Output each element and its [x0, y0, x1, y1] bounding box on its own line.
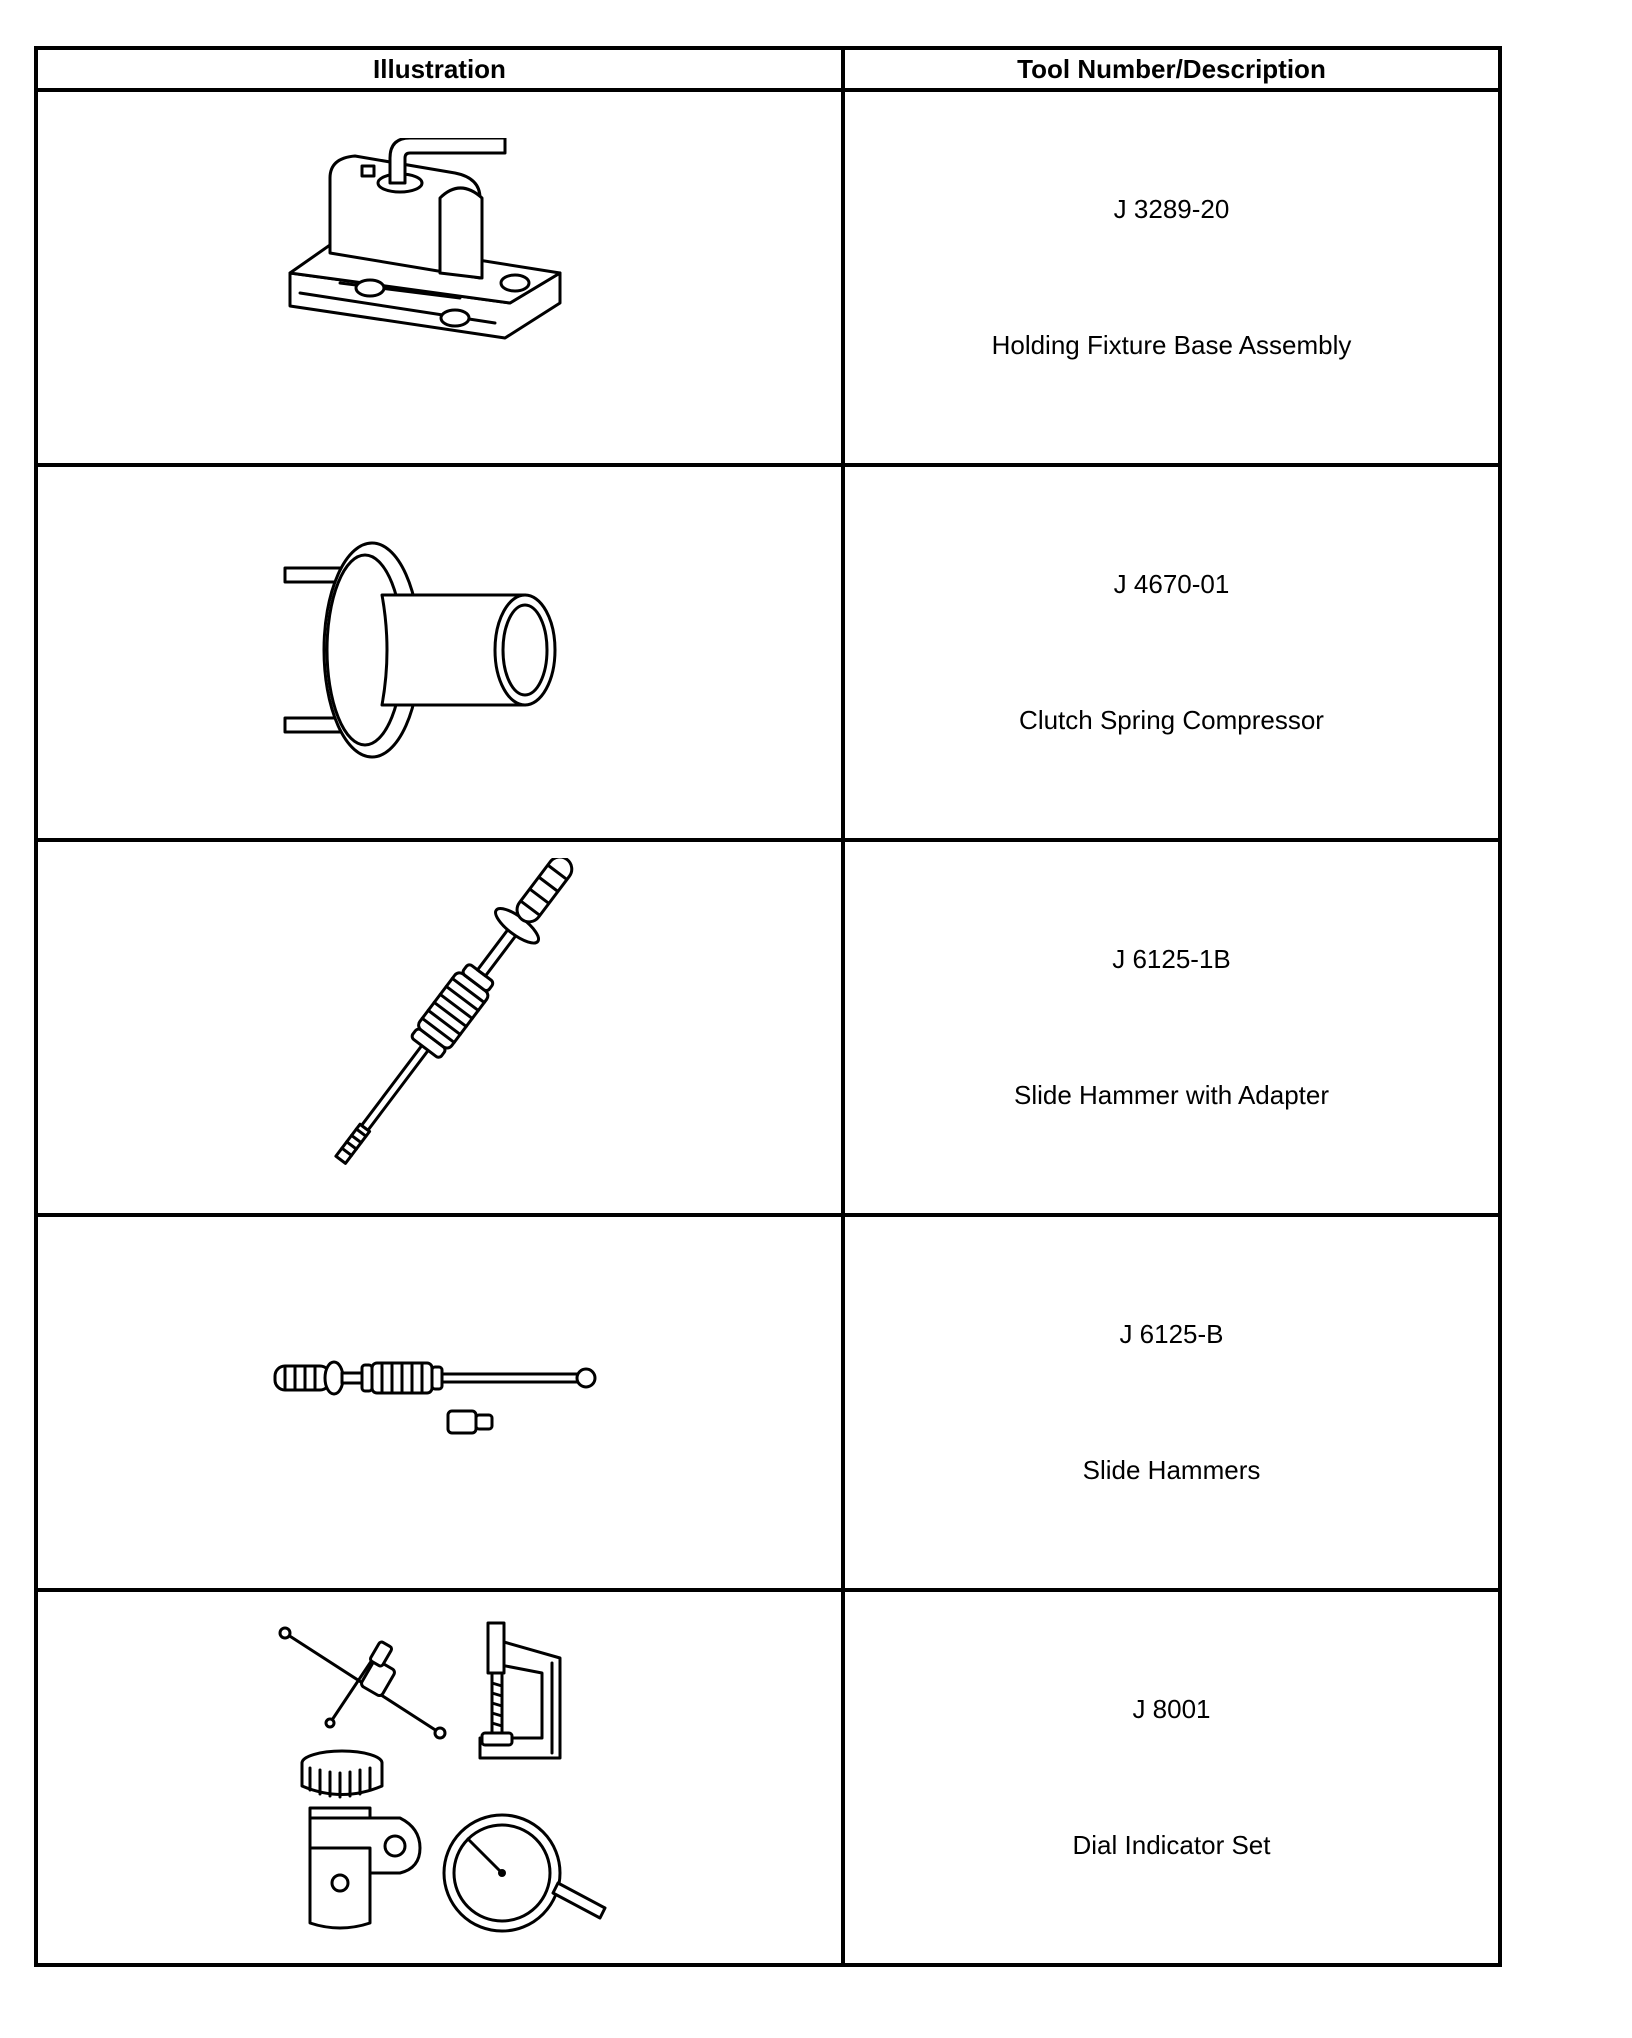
tool-description: Slide Hammer with Adapter	[1013, 1080, 1330, 1110]
clutch-spring-compressor-icon	[280, 533, 600, 773]
tool-number: J 8001	[1132, 1694, 1211, 1724]
table-row	[36, 1590, 1500, 1965]
tool-number: J 6125-1B	[1112, 944, 1231, 974]
description-cell	[843, 465, 1500, 840]
header-row	[36, 48, 1500, 90]
tool-description: Clutch Spring Compressor	[1019, 705, 1324, 735]
slide-hammers-icon	[270, 1343, 610, 1463]
description-cell	[843, 1590, 1500, 1965]
table-row	[36, 840, 1500, 1215]
slide-hammer-adapter-icon	[280, 858, 600, 1198]
illustration-cell	[36, 1215, 843, 1590]
description-cell	[843, 840, 1500, 1215]
tool-table	[34, 46, 1502, 1967]
tool-number: J 6125-B	[1119, 1319, 1224, 1349]
holding-fixture-base-icon	[260, 138, 620, 418]
illustration-cell	[36, 90, 843, 465]
illustration-cell	[36, 1590, 843, 1965]
illustration-cell	[36, 840, 843, 1215]
dial-indicator-set-icon	[270, 1618, 610, 1938]
tool-description: Holding Fixture Base Assembly	[991, 330, 1352, 360]
tool-number: J 3289-20	[1113, 194, 1230, 224]
illustration-cell	[36, 465, 843, 840]
table-row	[36, 90, 1500, 465]
table-row	[36, 465, 1500, 840]
tool-description-header: Tool Number/Description	[843, 48, 1500, 90]
description-cell	[843, 90, 1500, 465]
tool-number: J 4670-01	[1113, 569, 1230, 599]
illustration-header: Illustration	[36, 48, 843, 90]
description-cell	[843, 1215, 1500, 1590]
table-row	[36, 1215, 1500, 1590]
tool-description: Dial Indicator Set	[1072, 1830, 1271, 1860]
tool-description: Slide Hammers	[1082, 1455, 1261, 1485]
